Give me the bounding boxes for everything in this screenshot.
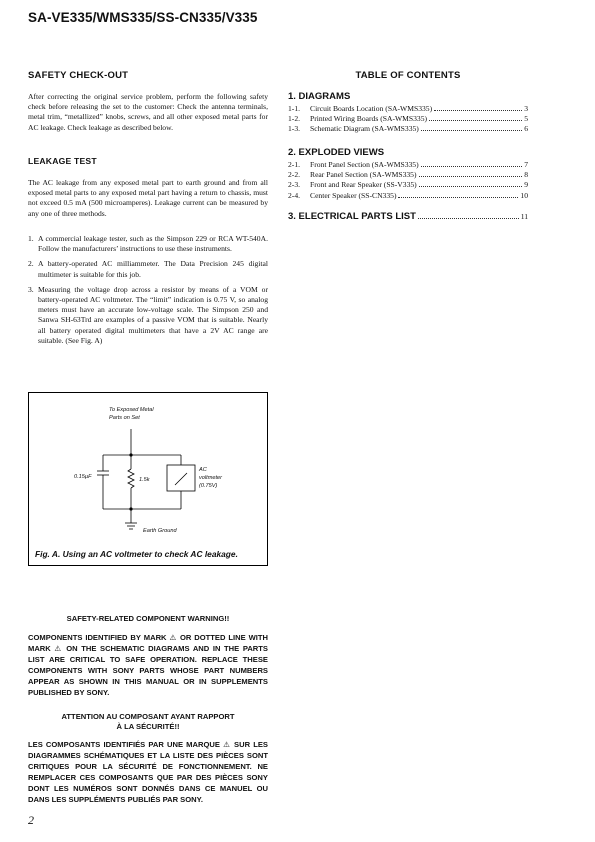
- safety-warning-english: [28, 614, 268, 698]
- leakage-test-heading: LEAKAGE TEST: [28, 156, 97, 166]
- toc-entry-page: 10: [520, 190, 528, 200]
- toc-entry-number: 2-3.: [288, 180, 301, 190]
- list-item: [28, 259, 268, 279]
- toc-entry-page: 5: [524, 114, 528, 124]
- toc-entry-label: 3. ELECTRICAL PARTS LIST: [288, 211, 416, 222]
- toc-leader-dots: [398, 197, 518, 198]
- toc-section-title: 2. EXPLODED VIEWS: [288, 147, 385, 158]
- toc-entry-page: 6: [524, 124, 528, 134]
- toc-leader-dots: [419, 186, 522, 187]
- toc-entry-number: 2-2.: [288, 170, 301, 180]
- junction-dot-top: [129, 453, 132, 456]
- toc-entry-label: Rear Panel Section (SA-WMS335): [310, 170, 417, 180]
- leakage-test-paragraph: [28, 178, 268, 219]
- toc-entry[interactable]: [288, 104, 528, 114]
- list-item-text: A battery-operated AC milliammeter. The Data Precision 245 digital multimeter is suitable for this job.: [38, 259, 268, 279]
- toc-entry[interactable]: [288, 191, 528, 201]
- toc-section-exploded-views: [288, 147, 528, 201]
- safety-checkout-paragraph: [28, 92, 268, 133]
- label-voltmeter-3: (0.75V): [199, 483, 218, 489]
- toc-entry[interactable]: [288, 180, 528, 190]
- toc-entry-page: 7: [524, 160, 528, 169]
- figure-a: [28, 392, 268, 566]
- toc-entry-number: 1-1.: [288, 104, 301, 113]
- toc-entry-label: Center Speaker (SS-CN335): [310, 190, 397, 200]
- list-item: [28, 285, 268, 346]
- label-voltmeter-2: voltmeter: [199, 475, 223, 481]
- warning-text-fr: LES COMPOSANTS IDENTIFIÉS PAR UNE MARQUE ⚠ SUR LES DIAGRAMMES SCHÉMATIQUES ET LA LISTE DES PIÈCES SONT CRITIQUES POUR LA SÉCURITÉ DE FONCTIONNEMENT. NE REMPLACER CES COMPOSANTS QUE PAR DES PIÈCES SONY DONT LES NUMÉROS SONT DONNÉS DANS CE MANUEL OU DANS LES SUPPLÉMENTS PUBLIÉS PAR SONY.: [28, 740, 268, 804]
- toc-leader-dots: [418, 218, 519, 219]
- toc-entry[interactable]: [288, 124, 528, 134]
- toc-section-title: 1. DIAGRAMS: [288, 91, 351, 102]
- warning-title: SAFETY-RELATED COMPONENT WARNING!!: [66, 614, 230, 623]
- label-exposed-metal-1: To Exposed Metal: [109, 407, 154, 413]
- toc-entry[interactable]: [288, 160, 528, 170]
- label-voltmeter-1: AC: [199, 467, 207, 473]
- toc-section-diagrams: [288, 91, 528, 135]
- list-item-number: 1.: [28, 234, 34, 243]
- warning-title-fr-1: ATTENTION AU COMPOSANT AYANT RAPPORT: [61, 712, 235, 721]
- label-resistor: 1.5k: [139, 477, 150, 483]
- list-item-number: 2.: [28, 259, 34, 269]
- list-item: [28, 234, 268, 254]
- toc-leader-dots: [429, 120, 522, 121]
- toc-entry-parts-list[interactable]: [288, 212, 528, 222]
- label-exposed-metal-2: Parts on Set: [109, 415, 140, 421]
- toc-leader-dots: [421, 130, 522, 131]
- document-title: SA-VE335/WMS335/SS-CN335/V335: [28, 10, 258, 25]
- toc-entry-number: 1-2.: [288, 114, 301, 124]
- leakage-circuit-diagram: [29, 393, 267, 543]
- junction-dot-bottom: [129, 507, 132, 510]
- list-item-text: Measuring the voltage drop across a resistor by means of a VOM or battery-operated AC voltmeter. The “limit” indication is 0.75 V, so analog meters must have an accurate low-voltage scale. The Simpson 250 and Sanwa SH-63Trd are examples of a passive VOM that is suitable. Nearly all battery operated digital multimeters that have a 2V AC range are suitable. (See Fig. A): [38, 284, 268, 345]
- toc-entry-page: 9: [524, 180, 528, 190]
- leakage-methods-list: [28, 234, 268, 351]
- list-item-number: 3.: [28, 284, 34, 294]
- toc-entry-page: 3: [524, 104, 528, 113]
- leakage-test-text: The AC leakage from any exposed metal part to earth ground and from all exposed metal parts to any exposed metal part having a return to chassis, must not exceed 0.5 mA (500 microamperes). Leakage current can be measured by any one of three methods.: [28, 178, 268, 218]
- toc-title: TABLE OF CONTENTS: [355, 70, 461, 81]
- toc-entry-page: 8: [524, 170, 528, 180]
- toc-leader-dots: [419, 176, 523, 177]
- toc-entry-label: Front Panel Section (SA-WMS335): [310, 160, 419, 169]
- toc-entry[interactable]: [288, 170, 528, 180]
- label-earth-ground: Earth Ground: [143, 528, 177, 534]
- toc-entry-page: 11: [520, 212, 528, 221]
- page-number: 2: [28, 813, 34, 827]
- toc-entry-number: 2-4.: [288, 190, 301, 200]
- toc-entry-label: Schematic Diagram (SA-WMS335): [310, 124, 419, 134]
- label-capacitor: 0.15µF: [74, 474, 92, 480]
- safety-warning-french: [28, 712, 268, 805]
- toc-section-parts-list: [288, 212, 528, 222]
- warning-text: COMPONENTS IDENTIFIED BY MARK ⚠ OR DOTTED LINE WITH MARK ⚠ ON THE SCHEMATIC DIAGRAMS AND IN THE PARTS LIST ARE CRITICAL TO SAFE OPERATION. REPLACE THESE COMPONENTS WITH SONY PARTS WHOSE PART NUMBERS APPEAR AS SHOWN IN THIS MANUAL OR IN SUPPLEMENTS PUBLISHED BY SONY.: [28, 633, 268, 697]
- toc-entry-label: Front and Rear Speaker (SS-V335): [310, 180, 417, 190]
- toc-leader-dots: [434, 110, 522, 111]
- toc-entry-number: 1-3.: [288, 124, 301, 134]
- list-item-text: A commercial leakage tester, such as the Simpson 229 or RCA WT-540A. Follow the manufacturers’ instructions to use these instruments.: [38, 234, 268, 254]
- toc-entry-label: Circuit Boards Location (SA-WMS335): [310, 104, 433, 113]
- safety-checkout-heading: SAFETY CHECK-OUT: [28, 70, 129, 81]
- toc-entry-label: Printed Wiring Boards (SA-WMS335): [310, 114, 428, 124]
- toc-leader-dots: [421, 166, 523, 167]
- toc-entry[interactable]: [288, 114, 528, 124]
- voltmeter-needle: [175, 473, 187, 485]
- figure-caption: Fig. A. Using an AC voltmeter to check AC leakage.: [35, 549, 238, 559]
- toc-entry-number: 2-1.: [288, 160, 301, 169]
- safety-checkout-text: After correcting the original service problem, perform the following safety check before releasing the set to the customer: Check the antenna terminals, metal trim, “metallized” knobs, screws, and all other exposed metal parts for AC leakage. Check leakage as described below.: [28, 92, 268, 132]
- resistor-zigzag: [128, 469, 134, 488]
- voltmeter-box: [167, 465, 195, 491]
- warning-title-fr-2: À LA SÉCURITÉ!!: [116, 722, 180, 731]
